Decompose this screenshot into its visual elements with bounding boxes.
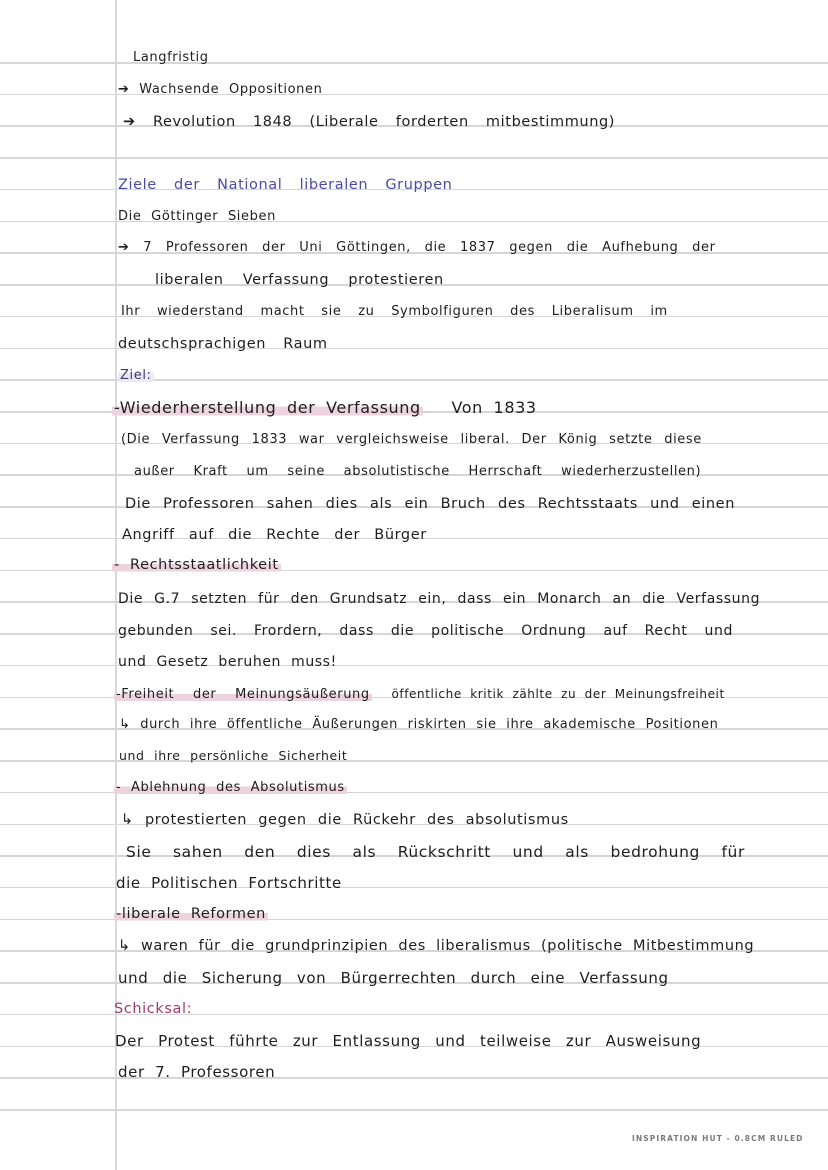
text-line: Die G.7 setzten für den Grundsatz ein, dass ein Monarch an die Verfassung [118,591,761,607]
text-line: Sie sahen den dies als Rückschritt und als bedrohung für [126,843,745,861]
section-meinung-title [114,684,725,705]
list-item: ➔ Wachsende Oppositionen [118,82,323,97]
section-heading-ziele: Ziele der National liberalen Gruppen [118,177,453,193]
ruled-line [0,157,828,159]
highlighted-title: - Rechtsstaatlichkeit [114,557,279,573]
text-line: (Die Verfassung 1833 war vergleichsweise liberal. Der König setzte diese [121,432,702,447]
text-line: ↳ durch ihre öffentliche Äußerungen riskirten sie ihre akademische Positionen [119,717,719,732]
section-rechtsstaat-title [112,555,281,575]
highlighted-title: -liberale Reformen [116,906,266,922]
text-line: Der Protest führte zur Entlassung und teilweise zur Ausweisung [115,1032,702,1050]
paper-brand-footer: INSPIRATION HUT - 0.8CM RULED [632,1134,804,1143]
section-absolutismus-title [114,778,347,798]
text-line: ↳ waren für die grundprinzipien des liberalismus (politische Mitbestimmung [118,938,755,954]
subheading-goettinger-sieben: Die Göttinger Sieben [118,209,276,224]
text-line: und die Sicherung von Bürgerrechten durch eine Verfassung [118,969,669,987]
text-line: gebunden sei. Frordern, dass die politische Ordnung auf Recht und [118,623,733,639]
title-suffix: öffentliche kritik zählte zu der Meinungsfreiheit [391,687,725,701]
label-ziel [118,366,154,386]
text-line: die Politischen Fortschritte [116,874,342,892]
highlighted-title: -Wiederherstellung der Verfassung [114,398,421,417]
margin-line [115,0,117,1170]
section-verfassung-title [112,398,537,418]
label-ziel-text: Ziel: [120,368,152,383]
title-suffix: Von 1833 [451,398,537,417]
text-line: Ihr wiederstand macht sie zu Symbolfiguren des Liberalisum im [121,304,668,319]
text-line: ↳ protestierten gegen die Rückehr des absolutismus [121,812,569,828]
highlighted-title: - Ablehnung des Absolutismus [116,780,345,795]
section-reformen-title [114,904,268,924]
section-heading-schicksal: Schicksal: [114,1001,193,1017]
text-line: der 7. Professoren [118,1063,276,1081]
ruled-line [0,1109,828,1111]
label-langfristig: Langfristig [133,50,209,65]
ruled-line [0,62,828,64]
list-item: ➔ Revolution 1848 (Liberale forderten mitbestimmung) [123,114,616,130]
text-line: deutschsprachigen Raum [118,336,328,352]
text-line: Angriff auf die Rechte der Bürger [122,527,427,543]
highlighted-title: -Freiheit der Meinungsäußerung [116,687,370,702]
text-line: Die Professoren sahen dies als ein Bruch des Rechtsstaats und einen [125,496,735,512]
text-line: liberalen Verfassung protestieren [155,272,444,288]
text-line: und ihre persönliche Sicherheit [119,748,348,763]
text-line: ➔ 7 Professoren der Uni Göttingen, die 1837 gegen die Aufhebung der [118,240,716,255]
text-line: außer Kraft um seine absolutistische Herrschaft wiederherzustellen) [134,464,702,479]
text-line: und Gesetz beruhen muss! [118,654,337,670]
